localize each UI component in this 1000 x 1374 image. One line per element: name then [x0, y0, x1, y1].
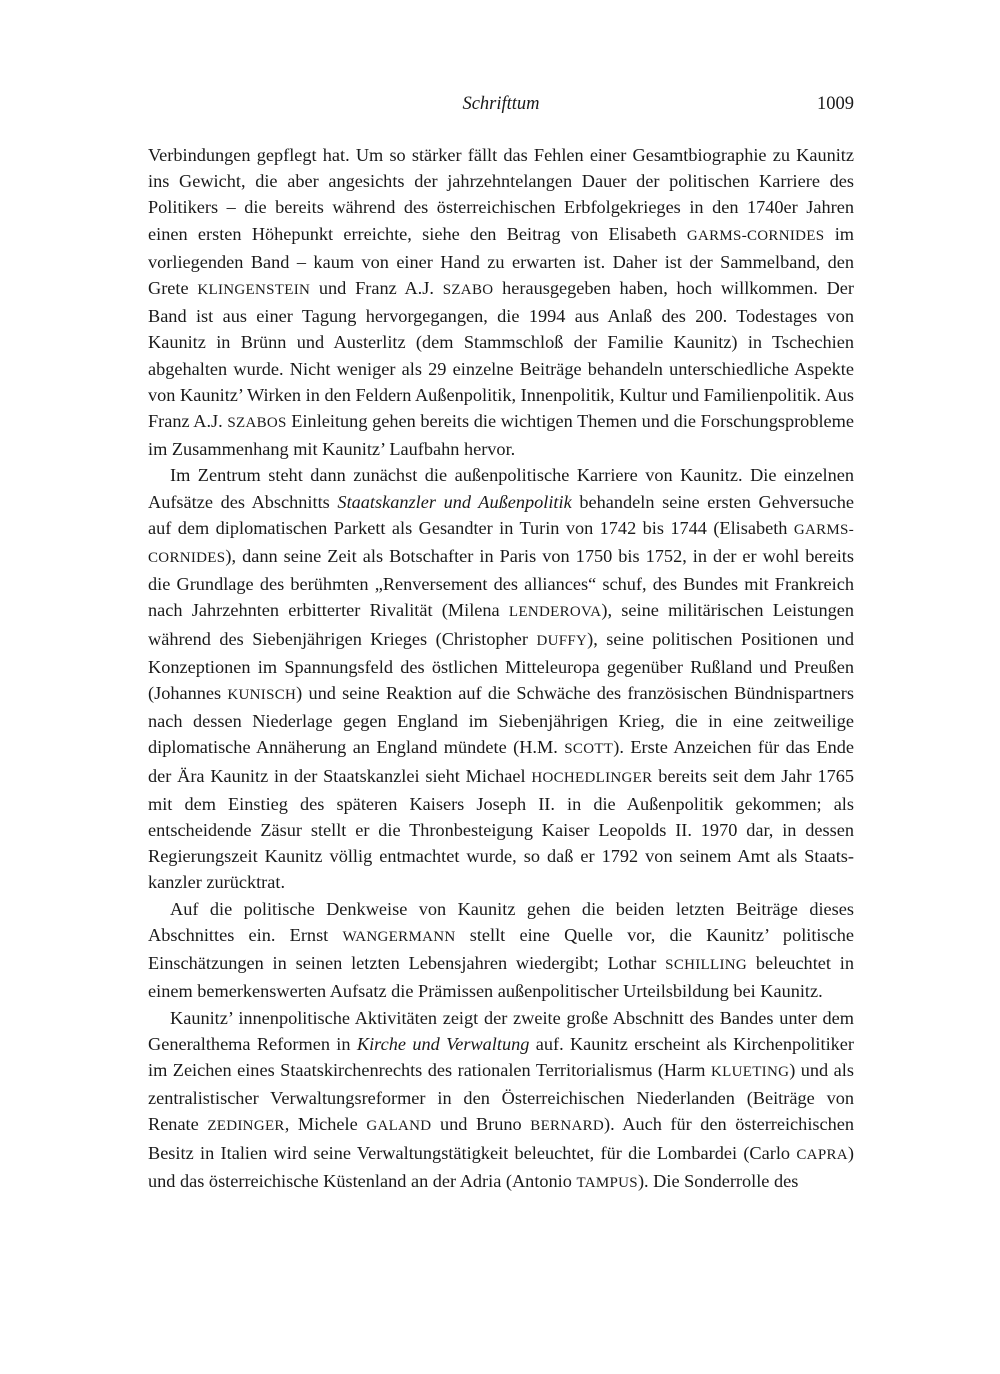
- author-name: KLUETING: [711, 1063, 790, 1080]
- running-head: [148, 94, 854, 120]
- author-name: SCOTT: [564, 741, 614, 758]
- text-run: ), seine militärischen Leistungen während des Siebenjährigen Krieges (Christopher: [148, 600, 854, 649]
- text-run: ). Auch für den österreichischen Besitz in Italien wird seine Verwaltungstätigkeit beleuchtet, für die Lombardei (Carlo: [148, 1114, 855, 1163]
- text-run: ). Erste Anzeichen für das Ende der Ära Kaunitz in der Staatskanzlei sieht Michael: [148, 737, 854, 786]
- author-name: GALAND: [366, 1118, 432, 1135]
- author-name: WANGERMANN: [342, 928, 456, 945]
- text-run: , Michele: [284, 1114, 367, 1135]
- author-name: SZABO: [442, 282, 494, 299]
- author-name: BERNARD: [530, 1118, 605, 1135]
- author-name: GARMS-CORNIDES: [148, 521, 854, 567]
- text-run: herausgegeben haben, hoch willkommen. Der Band ist aus einer Tagung hervorgegangen, die 1994 aus Anlaß des 200. Todestages von Kaunitz in Brünn und Austerlitz (dem Stammschloß der Familie Kaunitz) in Tschechien abgehalten wurde. Nicht weniger als 29 einzelne Beiträge behandeln unterschiedliche Aspekte von Kaunitz’ Wirken in den Feldern Außenpolitik, Innenpolitik, Kultur und Familienpolitik. Aus Franz A.J.: [148, 278, 854, 432]
- text-run: auf. Kaunitz erscheint als Kirchenpolitiker im Zeichen eines Staatskirchenrechts des rationalen Territorialismus (Harm: [148, 1033, 855, 1080]
- paragraph-2: [148, 462, 854, 895]
- text-run: und Franz A.J.: [310, 278, 443, 299]
- author-name: HOCHEDLINGER: [531, 769, 653, 786]
- text-run: ) und seine Reaktion auf die Schwäche des französischen Bündnispartners nach dessen Niederlage gegen England im Siebenjährigen Krieg, die in eine zeitweilige diplomatische Annäherung an England mündete (H.M.: [148, 683, 854, 758]
- text-run: Auf die politische Denkweise von Kaunitz gehen die beiden letzten Beiträge dieses Abschnittes ein. Ernst: [148, 898, 854, 945]
- text-run: Im Zentrum steht dann zunächst die außenpolitische Karriere von Kaunitz. Die einzelnen Aufsätze des Abschnitts: [148, 465, 854, 512]
- author-name: SCHILLING: [665, 957, 748, 974]
- author-name: ZEDINGER: [207, 1118, 285, 1135]
- text-run: bereits seit dem Jahr 1765 mit dem Einstieg des späteren Kaisers Joseph II. in die Außenpolitik gekommen; als entscheidende Zäsur stellt er die Thronbesteigung Kaiser Leopolds II. 1970 dar, in dessen Regierungszeit Kaunitz völlig entmachtet wurde, so daß er 1792 von seinem Amt als Staatskanzler zurücktrat.: [148, 765, 854, 893]
- text-run: im vorliegenden Band – kaum von einer Hand zu erwarten ist. Daher ist der Sammelband, den Grete: [148, 223, 854, 299]
- paragraph-3: [148, 896, 854, 1005]
- author-name: KUNISCH: [227, 687, 297, 704]
- text-run: ) und als zentralistischer Verwaltungsreformer in den Österreichischen Niederlanden (Beiträge von Renate: [148, 1059, 854, 1135]
- text-run: beleuchtet in einem bemerkenswerten Aufsatz die Prämissen außenpolitischer Urteilsbildung bei Kaunitz.: [148, 953, 854, 1002]
- text-run: Verbindungen gepflegt hat. Um so stärker fällt das Fehlen einer Gesamtbiographie zu Kaunitz ins Gewicht, die aber angesichts der jahrzehntelangen Dauer der politischen Karriere des Politikers – die bereits während des österreichischen Erbfolgekrieges in den 1740er Jahren einen ersten Höhepunkt erreichte, siehe den Beitrag von Elisabeth: [148, 145, 854, 244]
- author-name: DUFFY: [536, 632, 588, 649]
- author-name: CAPRA: [796, 1146, 848, 1163]
- section-title-italic: Staatskanzler und Außenpolitik: [337, 491, 572, 512]
- running-title: Schrifttum: [462, 94, 540, 114]
- text-run: stellt eine Quelle vor, die Kaunitz’ politische Einschätzungen in seinen letzten Lebensjahren wiedergibt; Lothar: [148, 924, 854, 974]
- text-run: behandeln seine ersten Gehversuche auf dem diplomatischen Parkett als Gesandter in Turin von 1742 bis 1744 (Elisabeth: [148, 491, 854, 538]
- text-run: ). Die Sonderrolle des: [637, 1170, 799, 1191]
- body-text: [148, 142, 854, 1196]
- text-run: Einleitung gehen bereits die wichtigen Themen und die Forschungsprobleme im Zusammenhang mit Kaunitz’ Laufbahn hervor.: [148, 411, 854, 460]
- paragraph-4: [148, 1005, 854, 1196]
- author-name: SZABOS: [227, 415, 287, 432]
- page-number: 1009: [817, 94, 854, 114]
- author-name: TAMPUS: [576, 1174, 638, 1191]
- text-run: Kaunitz’ innenpolitische Aktivitäten zeigt der zweite große Abschnitt des Bandes unter dem Generalthema Reformen in: [148, 1007, 854, 1054]
- author-name: LENDEROVA: [508, 604, 602, 621]
- text-run: und Bruno: [431, 1114, 531, 1135]
- author-name: KLINGENSTEIN: [197, 282, 311, 299]
- section-title-italic: Kirche und Verwaltung: [356, 1033, 530, 1054]
- author-name: GARMS-CORNIDES: [686, 227, 825, 244]
- text-run: ), seine politischen Positionen und Konzeptionen im Spannungsfeld des östlichen Mitteleuropa gegenüber Rußland und Preußen (Johannes: [148, 628, 855, 704]
- text-run: ), dann seine Zeit als Botschafter in Paris von 1750 bis 1752, in der er wohl bereits die Grundlage des berühmten „Renversement des alliances“ schuf, des Bundes mit Frankreich nach Jahrzehnten erbitterter Rivalität (Milena: [148, 546, 854, 621]
- text-run: ) und das österreichische Küstenland an der Adria (Antonio: [148, 1142, 854, 1191]
- paragraph-1: [148, 142, 854, 462]
